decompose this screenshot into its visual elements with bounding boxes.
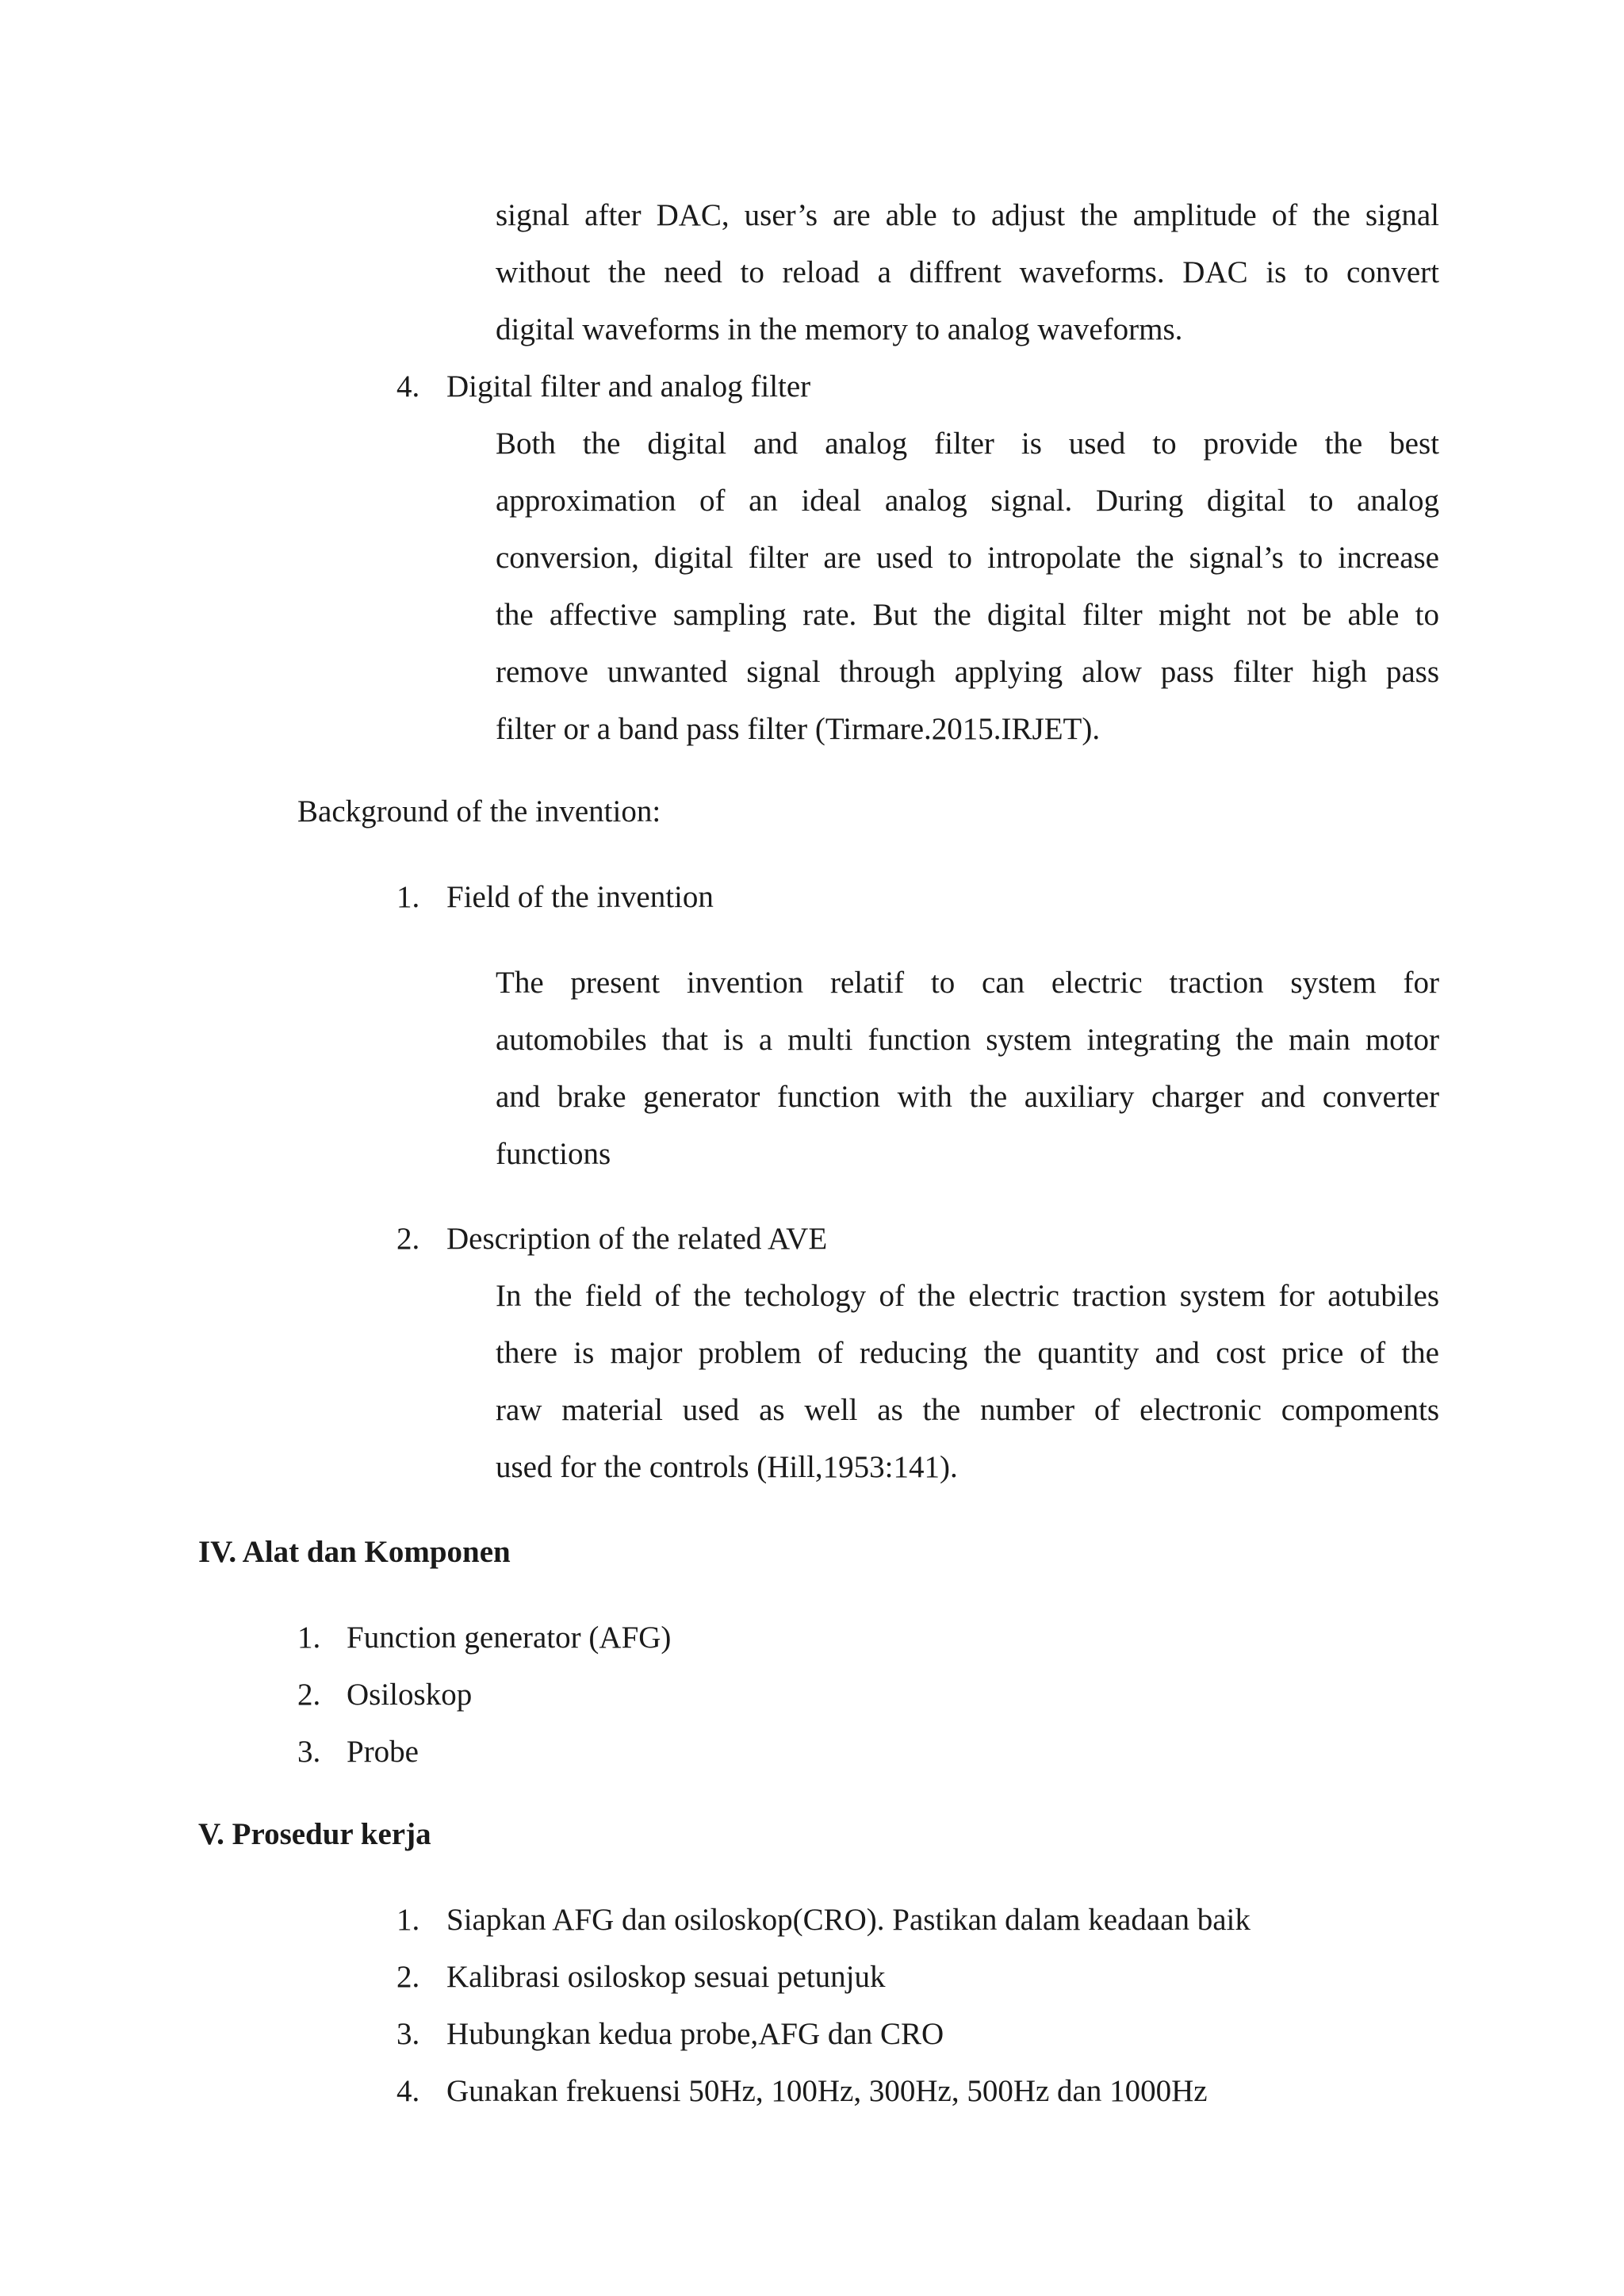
- paragraph-line: the affective sampling rate. But the digital filter might not be able to: [496, 598, 1439, 632]
- item-number: 3.: [297, 1735, 321, 1769]
- continuation-line: digital waveforms in the memory to analog waveforms.: [496, 312, 1183, 346]
- list-item: Function generator (AFG): [347, 1621, 672, 1655]
- item-title: Digital filter and analog filter: [446, 369, 811, 404]
- continuation-line: without the need to reload a diffrent waveforms. DAC is to convert: [496, 255, 1439, 289]
- paragraph-line: In the field of the techology of the electric traction system for aotubiles: [496, 1279, 1439, 1313]
- background-heading: Background of the invention:: [297, 794, 661, 828]
- paragraph-line: used for the controls (Hill,1953:141).: [496, 1450, 958, 1484]
- item-number: 2.: [396, 1222, 420, 1256]
- continuation-line: signal after DAC, user’s are able to adjust the amplitude of the signal: [496, 198, 1439, 232]
- list-item: Kalibrasi osiloskop sesuai petunjuk: [446, 1960, 886, 1994]
- item-number: 3.: [396, 2017, 420, 2051]
- section-heading: V. Prosedur kerja: [198, 1817, 431, 1851]
- paragraph-line: and brake generator function with the auxiliary charger and converter: [496, 1080, 1439, 1114]
- paragraph-line: filter or a band pass filter (Tirmare.2015.IRJET).: [496, 712, 1101, 746]
- item-number: 2.: [297, 1678, 321, 1712]
- paragraph-line: Both the digital and analog filter is used to provide the best: [496, 427, 1439, 461]
- item-number: 1.: [396, 1903, 420, 1937]
- list-item: Probe: [347, 1735, 419, 1769]
- list-item: Hubungkan kedua probe,AFG dan CRO: [446, 2017, 944, 2051]
- paragraph-line: conversion, digital filter are used to intropolate the signal’s to increase: [496, 541, 1439, 575]
- item-title: Field of the invention: [446, 880, 714, 914]
- list-item: Siapkan AFG dan osiloskop(CRO). Pastikan dalam keadaan baik: [446, 1903, 1251, 1937]
- item-number: 4.: [396, 369, 420, 404]
- item-number: 1.: [297, 1621, 321, 1655]
- list-item: Gunakan frekuensi 50Hz, 100Hz, 300Hz, 500Hz dan 1000Hz: [446, 2074, 1208, 2108]
- item-number: 2.: [396, 1960, 420, 1994]
- item-number: 4.: [396, 2074, 420, 2108]
- item-number: 1.: [396, 880, 420, 914]
- list-item: Osiloskop: [347, 1678, 473, 1712]
- paragraph-line: approximation of an ideal analog signal. During digital to analog: [496, 484, 1439, 518]
- section-heading: IV. Alat dan Komponen: [198, 1535, 511, 1569]
- paragraph-line: automobiles that is a multi function system integrating the main motor: [496, 1023, 1439, 1057]
- paragraph-line: functions: [496, 1137, 611, 1171]
- paragraph-line: The present invention relatif to can electric traction system for: [496, 966, 1439, 1000]
- item-title: Description of the related AVE: [446, 1222, 828, 1256]
- paragraph-line: remove unwanted signal through applying alow pass filter high pass: [496, 655, 1439, 689]
- paragraph-line: raw material used as well as the number of electronic compoments: [496, 1393, 1439, 1427]
- paragraph-line: there is major problem of reducing the quantity and cost price of the: [496, 1336, 1439, 1370]
